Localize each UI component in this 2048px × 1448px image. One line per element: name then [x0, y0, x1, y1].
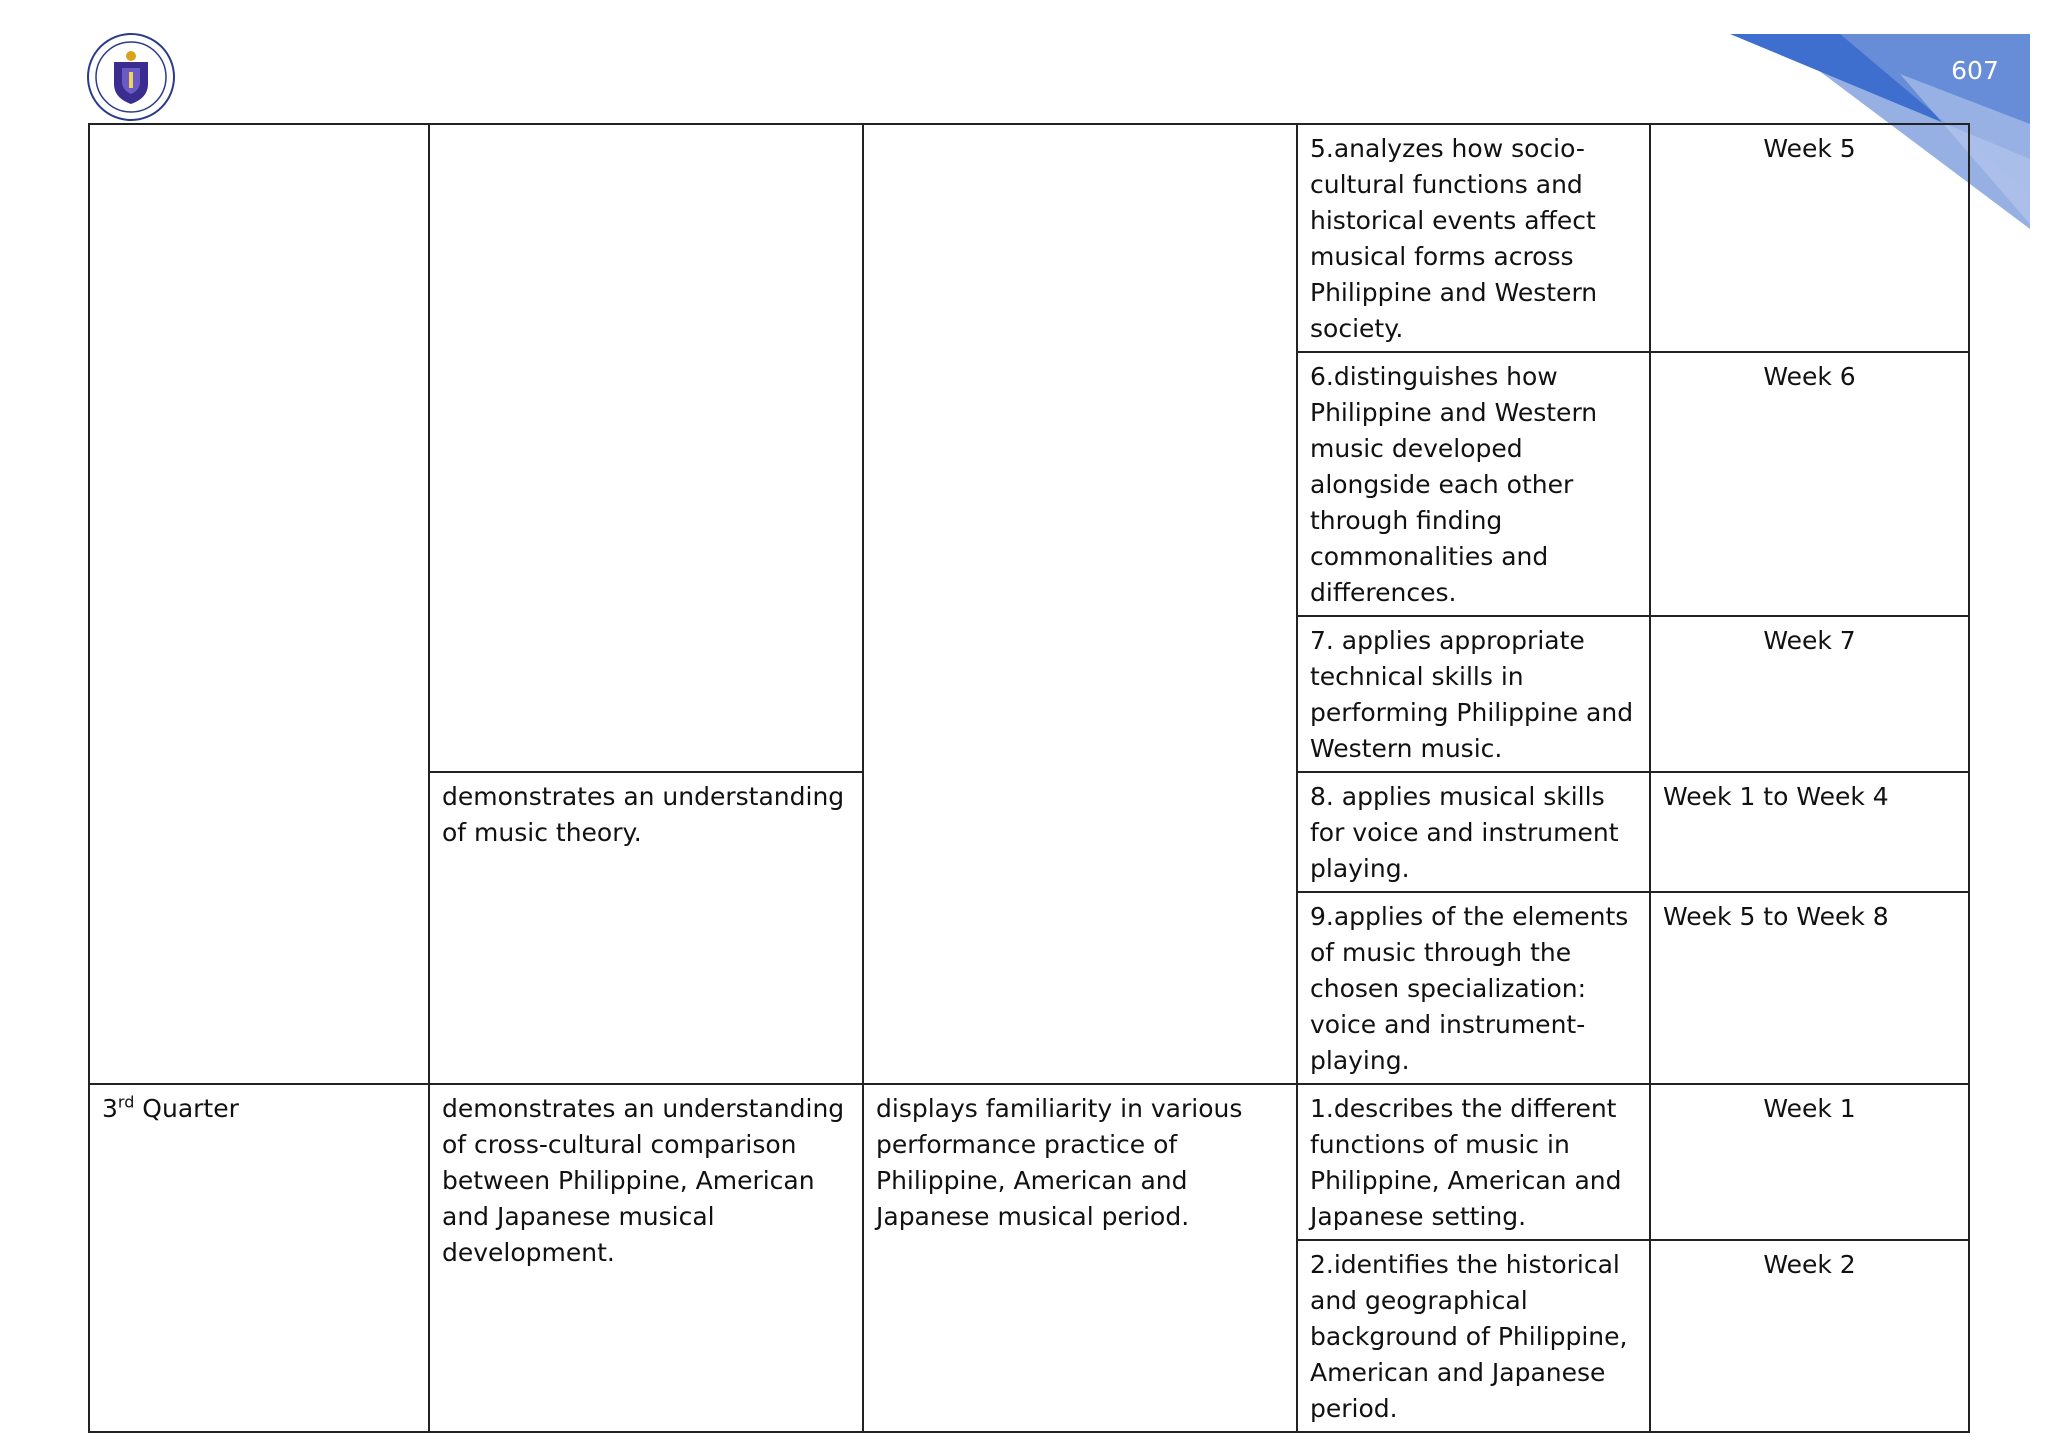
competency-cell: 9.applies of the elements of music through the chosen specialization: voice and instrument-playing. — [1297, 892, 1650, 1084]
page-number: 607 — [1951, 56, 1999, 85]
quarter-cell — [89, 124, 429, 1084]
week-cell: Week 6 — [1650, 352, 1969, 616]
week-cell: Week 1 — [1650, 1084, 1969, 1240]
competency-cell: 7. applies appropriate technical skills in performing Philippine and Western music. — [1297, 616, 1650, 772]
performance-standard-cell — [863, 124, 1297, 1084]
week-cell: Week 2 — [1650, 1240, 1969, 1432]
curriculum-table — [88, 123, 1970, 1433]
competency-cell: 6.distinguishes how Philippine and Western music developed alongside each other through finding commonalities and differences. — [1297, 352, 1650, 616]
competency-cell: 5.analyzes how socio-cultural functions and historical events affect musical forms across Philippine and Western society. — [1297, 124, 1650, 352]
content-standard-cell: demonstrates an understanding of cross-cultural comparison between Philippine, American and Japanese musical development. — [429, 1084, 863, 1432]
content-standard-cell: demonstrates an understanding of music theory. — [429, 772, 863, 1084]
quarter-number: 3 — [102, 1094, 118, 1123]
deped-seal-icon — [86, 32, 176, 122]
performance-standard-cell: displays familiarity in various performance practice of Philippine, American and Japanese musical period. — [863, 1084, 1297, 1432]
week-cell: Week 5 to Week 8 — [1650, 892, 1969, 1084]
quarter-suffix: rd — [117, 1092, 135, 1112]
content-standard-cell — [429, 124, 863, 772]
table-row — [89, 124, 1969, 352]
quarter-cell — [89, 1084, 429, 1432]
competency-cell: 1.describes the different functions of music in Philippine, American and Japanese setting. — [1297, 1084, 1650, 1240]
week-cell: Week 1 to Week 4 — [1650, 772, 1969, 892]
competency-cell: 8. applies musical skills for voice and instrument playing. — [1297, 772, 1650, 892]
table-row — [89, 1084, 1969, 1240]
competency-cell: 2.identifies the historical and geographical background of Philippine, American and Japanese period. — [1297, 1240, 1650, 1432]
week-cell: Week 7 — [1650, 616, 1969, 772]
week-cell: Week 5 — [1650, 124, 1969, 352]
quarter-label: Quarter — [134, 1094, 239, 1123]
